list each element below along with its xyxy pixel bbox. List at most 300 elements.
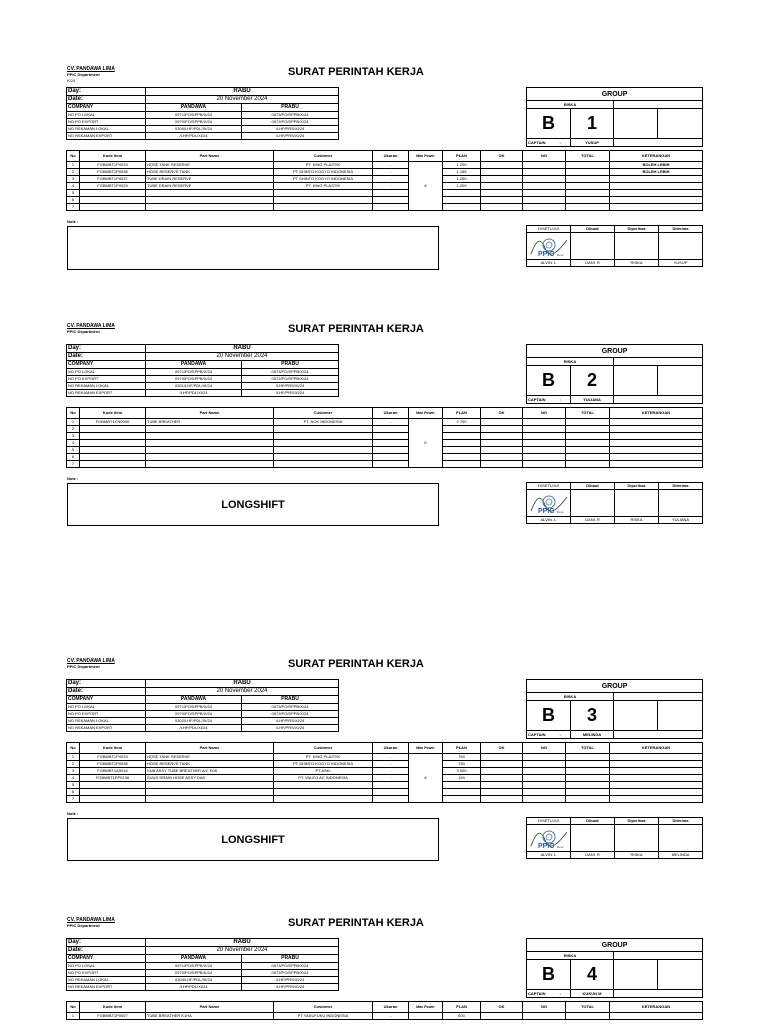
sig-received-name: MELINDA — [659, 852, 703, 859]
part-name — [146, 190, 274, 197]
ukuran — [373, 197, 409, 204]
table-row — [67, 176, 703, 183]
total-qty — [566, 768, 610, 775]
keterangan — [610, 419, 703, 426]
date-value: 20 November 2024 — [146, 688, 339, 696]
group-empty-2 — [658, 366, 703, 396]
row-label: NO PO LOKAL — [67, 112, 146, 119]
company-label: COMPANY — [67, 955, 146, 963]
captain-label-text: CAPTAIN — [528, 140, 546, 145]
keterangan — [610, 789, 703, 796]
ukuran — [373, 433, 409, 440]
ppic-logo — [529, 234, 569, 258]
keterangan — [610, 461, 703, 468]
header-manpower: Man Power — [409, 151, 443, 162]
row-no: 7 — [67, 796, 80, 803]
row-no: 3 — [67, 768, 80, 775]
prabu-value: 0972/PO/SPPB/X/24 — [242, 119, 339, 126]
total-qty — [566, 1013, 610, 1020]
item-code — [80, 461, 146, 468]
table-row — [67, 169, 703, 176]
captain-label-text: CAPTAIN — [528, 991, 546, 996]
note-label: Note : — [67, 811, 79, 816]
group-empty-2 — [658, 109, 703, 139]
item-code: FGBMBT1P0029 — [80, 183, 146, 190]
table-row — [67, 782, 703, 789]
date-value: 20 November 2024 — [146, 96, 339, 104]
ng-qty — [523, 440, 566, 447]
ukuran: - — [373, 162, 409, 169]
total-qty — [566, 440, 610, 447]
table-row — [67, 761, 703, 768]
ok-qty — [481, 761, 523, 768]
plan-qty: 160 — [443, 775, 481, 782]
col-prabu: PRABU — [242, 361, 339, 369]
plan-qty — [443, 789, 481, 796]
pandawa-value: 0970/PO/SPPB/X/24 — [146, 711, 242, 718]
total-qty — [566, 169, 610, 176]
customer-name: PT. KING PLASTIK — [274, 754, 373, 761]
item-code — [80, 433, 146, 440]
signature-table — [526, 482, 703, 524]
row-no: 7 — [67, 204, 80, 211]
items-table — [66, 150, 703, 211]
plan-qty: 3.000 — [443, 768, 481, 775]
department-name: PPIC Department — [67, 72, 100, 77]
header-customer: Customer — [274, 151, 373, 162]
pandawa-value: 0970/PO/SPPB/X/24 — [146, 119, 242, 126]
header-ukuran: Ukuran — [373, 408, 409, 419]
items-table — [66, 407, 703, 468]
header-ok: OK — [481, 743, 523, 754]
ng-qty — [523, 183, 566, 190]
item-code: FGBMBT1P0033 — [80, 754, 146, 761]
ok-qty — [481, 775, 523, 782]
ukuran: - — [373, 169, 409, 176]
group-table — [526, 938, 703, 998]
prabu-value: /LHF/PRS/XI/24 — [242, 133, 339, 140]
row-no: 6 — [67, 197, 80, 204]
ukuran — [373, 789, 409, 796]
header-no: No — [67, 151, 80, 162]
table-row — [67, 204, 703, 211]
table-row — [67, 796, 703, 803]
prabu-value: 0972/PO/SPPB/X/24 — [242, 711, 339, 718]
keterangan — [610, 183, 703, 190]
part-name — [146, 433, 274, 440]
sig-approved-name: ALVIN. L — [527, 852, 571, 859]
ok-qty — [481, 768, 523, 775]
shift-letter: B — [527, 366, 571, 396]
part-name: HOSE TANK RESERVE — [146, 162, 274, 169]
ok-qty — [481, 162, 523, 169]
captain-name: YUSUP — [571, 139, 614, 147]
keterangan — [610, 440, 703, 447]
ppic-logo-text: PPIC — [537, 508, 554, 515]
sig-made-label: Dibuat — [571, 818, 615, 825]
row-label: NO REKAMAN LOKAL — [67, 977, 146, 984]
header-ng: NG — [523, 1002, 566, 1013]
department-name: PPIC Department — [67, 664, 100, 669]
plan-qty: 500 — [443, 1013, 481, 1020]
sig-received-label: Diterima — [659, 226, 703, 233]
table-row — [67, 183, 703, 190]
header-no: No — [67, 408, 80, 419]
part-name: HOSE RESERVE TANK — [146, 169, 274, 176]
sig-made-name: DANI. R — [571, 852, 615, 859]
department-name: PPIC Department — [67, 329, 100, 334]
pandawa-value: 0971/PO/SPPB/X/24 — [146, 369, 242, 376]
ppic-logo-sub: Dept. — [556, 845, 564, 849]
note-box — [67, 226, 439, 270]
captain-name: YULIANA — [571, 396, 614, 404]
group-number: 1 — [571, 109, 614, 139]
ok-qty — [481, 426, 523, 433]
ppic-logo — [529, 826, 569, 850]
group-leader: RISKA — [527, 952, 614, 960]
ng-qty — [523, 775, 566, 782]
header-kode: Kode Item — [80, 1002, 146, 1013]
total-qty — [566, 796, 610, 803]
ukuran — [373, 796, 409, 803]
form-title: SURAT PERINTAH KERJA — [288, 66, 424, 78]
ok-qty — [481, 461, 523, 468]
header-no: No — [67, 743, 80, 754]
ng-qty — [523, 789, 566, 796]
part-name: HOSE RESERVE TANK — [146, 761, 274, 768]
plan-qty: 750 — [443, 761, 481, 768]
customer-name: PT.ASKI — [274, 768, 373, 775]
plan-qty — [443, 461, 481, 468]
ukuran — [373, 461, 409, 468]
keterangan — [610, 754, 703, 761]
ukuran — [373, 204, 409, 211]
group-number: 3 — [571, 701, 614, 731]
sig-made-label: Dibuat — [571, 226, 615, 233]
group-table — [526, 87, 703, 147]
header-part: Part Name — [146, 1002, 274, 1013]
item-code: FGBMBT1P0036 — [80, 761, 146, 768]
sig-made-space — [571, 490, 615, 517]
keterangan — [610, 176, 703, 183]
note-box — [67, 483, 439, 526]
form-title: SURAT PERINTAH KERJA — [288, 323, 424, 335]
header-ng: NG — [523, 408, 566, 419]
items-table — [66, 742, 703, 803]
ng-qty — [523, 761, 566, 768]
company-name: CV. PANDAWA LIMA — [67, 917, 115, 923]
customer-name: PT. KING PLASTIK — [274, 162, 373, 169]
ng-qty — [523, 447, 566, 454]
keterangan — [610, 426, 703, 433]
day-label: Day: — [67, 939, 146, 947]
part-name: SUUD DRAIN HOSE ASSY DAD — [146, 775, 274, 782]
total-qty — [566, 775, 610, 782]
pandawa-value: 0971/PO/SPPB/X/24 — [146, 963, 242, 970]
customer-name: PT YASUFUKU INDONESIA — [274, 1013, 373, 1020]
man-power: 6 — [409, 754, 443, 803]
header-plan: PLAN — [443, 408, 481, 419]
item-code: FGBMBT1CN0090 — [80, 419, 146, 426]
ukuran — [373, 440, 409, 447]
pandawa-value: /LHF/PDL/XI/24 — [146, 133, 242, 140]
sig-received-name: YUSUP — [659, 260, 703, 267]
customer-name — [274, 447, 373, 454]
part-name: SUB ASSY TUBE BREATHER A/C K08 — [146, 768, 274, 775]
sig-checked-label: Diperiksa — [615, 226, 659, 233]
ukuran — [373, 190, 409, 197]
ok-qty — [481, 183, 523, 190]
group-empty-1 — [614, 109, 658, 139]
ok-qty — [481, 204, 523, 211]
sig-approved-label: DISETUJUI — [527, 483, 571, 490]
captain-empty — [614, 139, 703, 147]
plan-qty — [443, 433, 481, 440]
customer-name — [274, 190, 373, 197]
captain-colon: : — [559, 732, 561, 737]
total-qty — [566, 419, 610, 426]
ng-qty — [523, 754, 566, 761]
row-no: 3 — [67, 433, 80, 440]
prabu-value: /LHF/PRS/XI/24 — [242, 126, 339, 133]
note-label: Note : — [67, 219, 79, 224]
day-value: RABU — [146, 88, 339, 96]
table-row — [67, 768, 703, 775]
table-row — [67, 197, 703, 204]
row-no: 7 — [67, 461, 80, 468]
date-value: 20 November 2024 — [146, 947, 339, 955]
header-table — [66, 344, 339, 397]
ng-qty — [523, 426, 566, 433]
keterangan — [610, 782, 703, 789]
sig-approved-name: ALVIN. L — [527, 517, 571, 524]
man-power — [409, 1013, 443, 1020]
pandawa-value: /LHF/PDL/XI/24 — [146, 984, 242, 991]
ukuran: - — [373, 768, 409, 775]
header-ket: KETERANGAN — [610, 408, 703, 419]
row-label: NO REKAMAN EXPORT — [67, 390, 146, 397]
ng-qty — [523, 433, 566, 440]
ok-qty — [481, 447, 523, 454]
part-name — [146, 204, 274, 211]
prabu-value: 0972/PO/SPPB/X/24 — [242, 970, 339, 977]
item-code — [80, 426, 146, 433]
sig-received-space — [659, 825, 703, 852]
work-order-form-4 — [0, 917, 768, 1024]
table-row — [67, 426, 703, 433]
prabu-value: /LHF/PRS/XI/24 — [242, 977, 339, 984]
keterangan: BOLEH LEBIH — [610, 162, 703, 169]
part-name — [146, 782, 274, 789]
ng-qty — [523, 197, 566, 204]
date-label: Date: — [67, 688, 146, 696]
header-ukuran: Ukuran — [373, 743, 409, 754]
note-text: LONGSHIFT — [221, 498, 285, 511]
ukuran — [373, 782, 409, 789]
man-power: 6 — [409, 162, 443, 211]
part-name — [146, 440, 274, 447]
table-row — [67, 454, 703, 461]
plan-qty: 2.700 — [443, 419, 481, 426]
item-code — [80, 447, 146, 454]
col-prabu: PRABU — [242, 696, 339, 704]
ng-qty — [523, 419, 566, 426]
part-name: HOSE TANK RESERVE — [146, 754, 274, 761]
sig-received-space — [659, 233, 703, 260]
note-label: Note : — [67, 476, 79, 481]
part-name: TUBE DRAIN RESERVE — [146, 176, 274, 183]
prabu-value: /LHF/PRS/XI/24 — [242, 390, 339, 397]
sig-checked-space — [615, 490, 659, 517]
ok-qty — [481, 169, 523, 176]
row-label: NO REKAMAN EXPORT — [67, 725, 146, 732]
customer-name — [274, 440, 373, 447]
item-code: FGBMBT1P0037 — [80, 176, 146, 183]
shift-letter: B — [527, 701, 571, 731]
header-kode: Kode Item — [80, 743, 146, 754]
group-blank — [614, 952, 703, 960]
plan-qty — [443, 204, 481, 211]
ppic-logo-text: PPIC — [537, 251, 554, 258]
shift-letter: B — [527, 109, 571, 139]
table-row — [67, 754, 703, 761]
total-qty — [566, 761, 610, 768]
plan-qty — [443, 190, 481, 197]
header-part: Part Name — [146, 151, 274, 162]
row-label: NO PO EXPORT — [67, 119, 146, 126]
prabu-value: 0973/PO/SPPB/X/24 — [242, 369, 339, 376]
ok-qty — [481, 419, 523, 426]
ukuran: - — [373, 183, 409, 190]
captain-empty — [614, 731, 703, 739]
captain-name: KUKUN M — [571, 990, 614, 998]
row-no: 5 — [67, 447, 80, 454]
ok-qty — [481, 197, 523, 204]
captain-colon: : — [559, 397, 561, 402]
row-label: NO REKAMAN EXPORT — [67, 133, 146, 140]
item-code — [80, 204, 146, 211]
row-no: 2 — [67, 761, 80, 768]
day-value: RABU — [146, 939, 339, 947]
date-label: Date: — [67, 353, 146, 361]
header-kode: Kode Item — [80, 408, 146, 419]
ukuran: - — [373, 419, 409, 426]
pandawa-value: /LHF/PDL/XI/24 — [146, 725, 242, 732]
man-power: 6 — [409, 419, 443, 468]
plan-qty — [443, 782, 481, 789]
item-code — [80, 440, 146, 447]
ok-qty — [481, 440, 523, 447]
company-label: COMPANY — [67, 696, 146, 704]
header-manpower: Man Power — [409, 408, 443, 419]
sig-received-name: YULIANA — [659, 517, 703, 524]
header-plan: PLAN — [443, 151, 481, 162]
plan-qty — [443, 796, 481, 803]
day-value: RABU — [146, 345, 339, 353]
item-code: FGBMBT1P0036 — [80, 169, 146, 176]
plan-qty — [443, 454, 481, 461]
customer-name: PT SHINTO KOGYO INDONESIA — [274, 176, 373, 183]
header-customer: Customer — [274, 408, 373, 419]
plan-qty: 1.200 — [443, 176, 481, 183]
signature-table — [526, 225, 703, 267]
sig-approved-label: DISETUJUI — [527, 226, 571, 233]
row-no: 6 — [67, 454, 80, 461]
ppic-logo-sub: Dept. — [556, 253, 564, 257]
header-manpower: Man Power — [409, 1002, 443, 1013]
header-customer: Customer — [274, 743, 373, 754]
row-label: NO PO LOKAL — [67, 704, 146, 711]
col-prabu: PRABU — [242, 104, 339, 112]
customer-name — [274, 426, 373, 433]
prabu-value: 0973/PO/SPPB/X/24 — [242, 112, 339, 119]
customer-name — [274, 197, 373, 204]
total-qty — [566, 754, 610, 761]
part-name — [146, 454, 274, 461]
ng-qty — [523, 768, 566, 775]
header-plan: PLAN — [443, 1002, 481, 1013]
ppic-logo-sub: Dept. — [556, 510, 564, 514]
item-code — [80, 197, 146, 204]
ok-qty — [481, 176, 523, 183]
ng-qty — [523, 176, 566, 183]
prabu-value: 0973/PO/SPPB/X/24 — [242, 704, 339, 711]
total-qty — [566, 190, 610, 197]
row-no: 4 — [67, 775, 80, 782]
total-qty — [566, 176, 610, 183]
plan-qty: 750 — [443, 754, 481, 761]
row-no: 5 — [67, 782, 80, 789]
total-qty — [566, 197, 610, 204]
header-table — [66, 87, 339, 140]
item-code — [80, 782, 146, 789]
group-blank — [614, 101, 703, 109]
header-total: TOTAL — [566, 743, 610, 754]
sig-made-label: Dibuat — [571, 483, 615, 490]
group-table — [526, 679, 703, 739]
row-label: NO REKAMAN LOKAL — [67, 718, 146, 725]
item-code — [80, 796, 146, 803]
table-row — [67, 447, 703, 454]
sig-checked-space — [615, 825, 659, 852]
company-label: COMPANY — [67, 361, 146, 369]
table-row — [67, 162, 703, 169]
keterangan — [610, 775, 703, 782]
header-no: No — [67, 1002, 80, 1013]
ng-qty — [523, 782, 566, 789]
keterangan — [610, 197, 703, 204]
header-manpower: Man Power — [409, 743, 443, 754]
ok-qty — [481, 782, 523, 789]
table-row — [67, 440, 703, 447]
group-leader: RISKA — [527, 693, 614, 701]
part-name — [146, 426, 274, 433]
row-no: 6 — [67, 789, 80, 796]
header-ukuran: Ukuran — [373, 1002, 409, 1013]
ng-qty — [523, 204, 566, 211]
customer-name — [274, 433, 373, 440]
customer-name: PT SHINTO KOGYO INDONESIA — [274, 169, 373, 176]
group-label: GROUP — [527, 680, 703, 693]
plan-qty — [443, 197, 481, 204]
customer-name — [274, 796, 373, 803]
plan-qty: 1.200 — [443, 162, 481, 169]
group-table — [526, 344, 703, 404]
keterangan: BOLEH LEBIH — [610, 169, 703, 176]
pandawa-value: 0970/PO/SPPB/X/24 — [146, 376, 242, 383]
row-no: 1 — [67, 1013, 80, 1020]
item-code: FGBMBT1P0007 — [80, 1013, 146, 1020]
